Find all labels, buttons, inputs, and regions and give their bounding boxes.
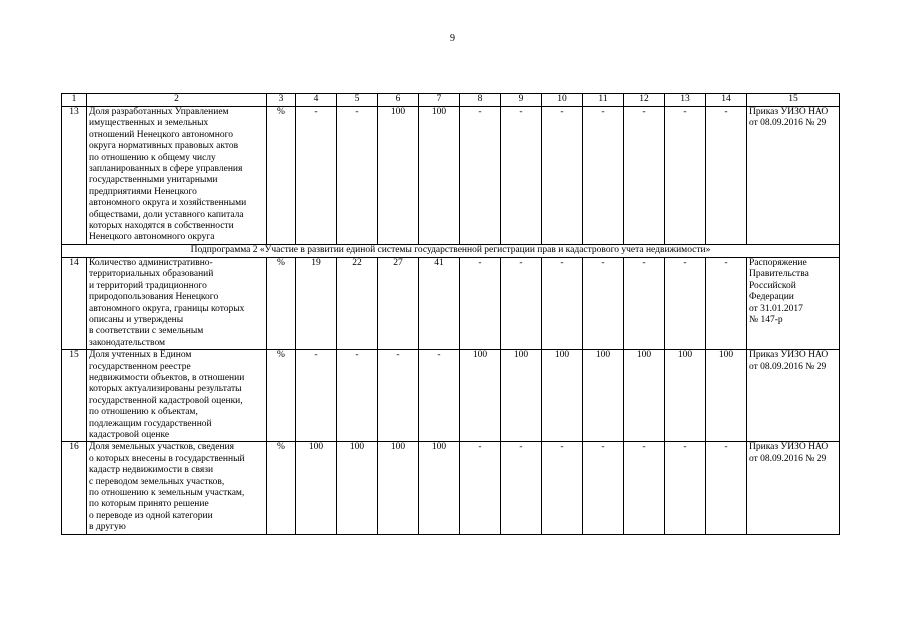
column-number-cell: 8 (460, 94, 501, 107)
column-number-cell: 9 (501, 94, 542, 107)
column-number-cell: 13 (665, 94, 706, 107)
table-row (62, 442, 840, 534)
value-cell: 100 (419, 442, 460, 534)
value-cell: 100 (296, 442, 337, 534)
row-number: 13 (62, 107, 87, 245)
value-cell: - (296, 350, 337, 442)
table-row (62, 257, 840, 349)
row-number: 16 (62, 442, 87, 534)
value-cell: - (583, 257, 624, 349)
column-number-cell: 15 (747, 94, 840, 107)
value-cell: 100 (542, 350, 583, 442)
value-cell: - (542, 257, 583, 349)
value-cell: 100 (460, 350, 501, 442)
value-cell: - (665, 107, 706, 245)
row-number: 15 (62, 350, 87, 442)
column-number-cell: 1 (62, 94, 87, 107)
value-cell: - (501, 257, 542, 349)
column-number-cell: 11 (583, 94, 624, 107)
unit-cell: % (267, 442, 296, 534)
value-cell: - (624, 107, 665, 245)
value-cell: - (706, 442, 747, 534)
unit-cell: % (267, 257, 296, 349)
value-cell: 27 (378, 257, 419, 349)
value-cell: - (460, 107, 501, 245)
column-number-cell: 4 (296, 94, 337, 107)
value-cell: - (706, 257, 747, 349)
row-number: 14 (62, 257, 87, 349)
value-cell: 100 (419, 107, 460, 245)
value-cell: - (583, 442, 624, 534)
column-number-cell: 3 (267, 94, 296, 107)
value-cell: - (501, 442, 542, 534)
value-cell: - (583, 107, 624, 245)
indicator-table (61, 93, 840, 535)
value-cell: - (624, 257, 665, 349)
unit-cell: % (267, 350, 296, 442)
column-number-cell: 10 (542, 94, 583, 107)
subprogram-row (62, 244, 840, 257)
subprogram-title: Подпрограмма 2 «Участие в развитии единой системы государственной регистрации прав и кадастрового учета недвижимости» (62, 244, 840, 257)
value-cell: - (542, 442, 583, 534)
source-document: Приказ УИЗО НАО от 08.09.2016 № 29 (747, 350, 840, 442)
value-cell: 100 (624, 350, 665, 442)
value-cell: - (460, 257, 501, 349)
value-cell: - (624, 442, 665, 534)
source-document: Распоряжение Правительства Российской Федерации от 31.01.2017 № 147-р (747, 257, 840, 349)
column-number-cell: 6 (378, 94, 419, 107)
column-number-cell: 5 (337, 94, 378, 107)
column-number-cell: 7 (419, 94, 460, 107)
value-cell: 100 (665, 350, 706, 442)
value-cell: - (419, 350, 460, 442)
value-cell: 100 (706, 350, 747, 442)
source-document: Приказ УИЗО НАО от 08.09.2016 № 29 (747, 442, 840, 534)
value-cell: 100 (378, 442, 419, 534)
column-number-cell: 2 (87, 94, 267, 107)
value-cell: - (542, 107, 583, 245)
value-cell: 22 (337, 257, 378, 349)
value-cell: 19 (296, 257, 337, 349)
value-cell: - (665, 257, 706, 349)
page-number: 9 (450, 33, 455, 44)
indicator-name: Доля земельных участков, сведения о которых внесены в государственный кадастр недвижимости в связи с переводом земельных участков, по отношению к земельным участкам, по которым принято решение о переводе из одной категории в другую (87, 442, 267, 534)
column-number-row (62, 94, 840, 107)
value-cell: - (378, 350, 419, 442)
value-cell: - (337, 107, 378, 245)
source-document: Приказ УИЗО НАО от 08.09.2016 № 29 (747, 107, 840, 245)
value-cell: 100 (337, 442, 378, 534)
value-cell: 100 (583, 350, 624, 442)
value-cell: 100 (501, 350, 542, 442)
column-number-cell: 12 (624, 94, 665, 107)
value-cell: - (665, 442, 706, 534)
indicator-name: Количество административно- территориальных образований и территорий традиционного природопользования Ненецкого автономного округа, границы которых описаны и утверждены в соответствии с земельным законодательством (87, 257, 267, 349)
unit-cell: % (267, 107, 296, 245)
value-cell: - (337, 350, 378, 442)
indicator-name: Доля учтенных в Едином государственном реестре недвижимости объектов, в отношении которых актуализированы результаты государственной кадастровой оценки, по отношению к объектам, подлежащим государственной кадастровой оценке (87, 350, 267, 442)
value-cell: 41 (419, 257, 460, 349)
value-cell: 100 (378, 107, 419, 245)
value-cell: - (501, 107, 542, 245)
indicator-name: Доля разработанных Управлением имущественных и земельных отношений Ненецкого автономного округа нормативных правовых актов по отношению к общему числу запланированных в сфере управления государственными унитарными предприятиями Ненецкого автономного округа и хозяйственными обществами, доли уставного капитала которых находятся в собственности Ненецкого автономного округа (87, 107, 267, 245)
column-number-cell: 14 (706, 94, 747, 107)
table-row (62, 107, 840, 245)
value-cell: - (706, 107, 747, 245)
value-cell: - (460, 442, 501, 534)
value-cell: - (296, 107, 337, 245)
table-row (62, 350, 840, 442)
